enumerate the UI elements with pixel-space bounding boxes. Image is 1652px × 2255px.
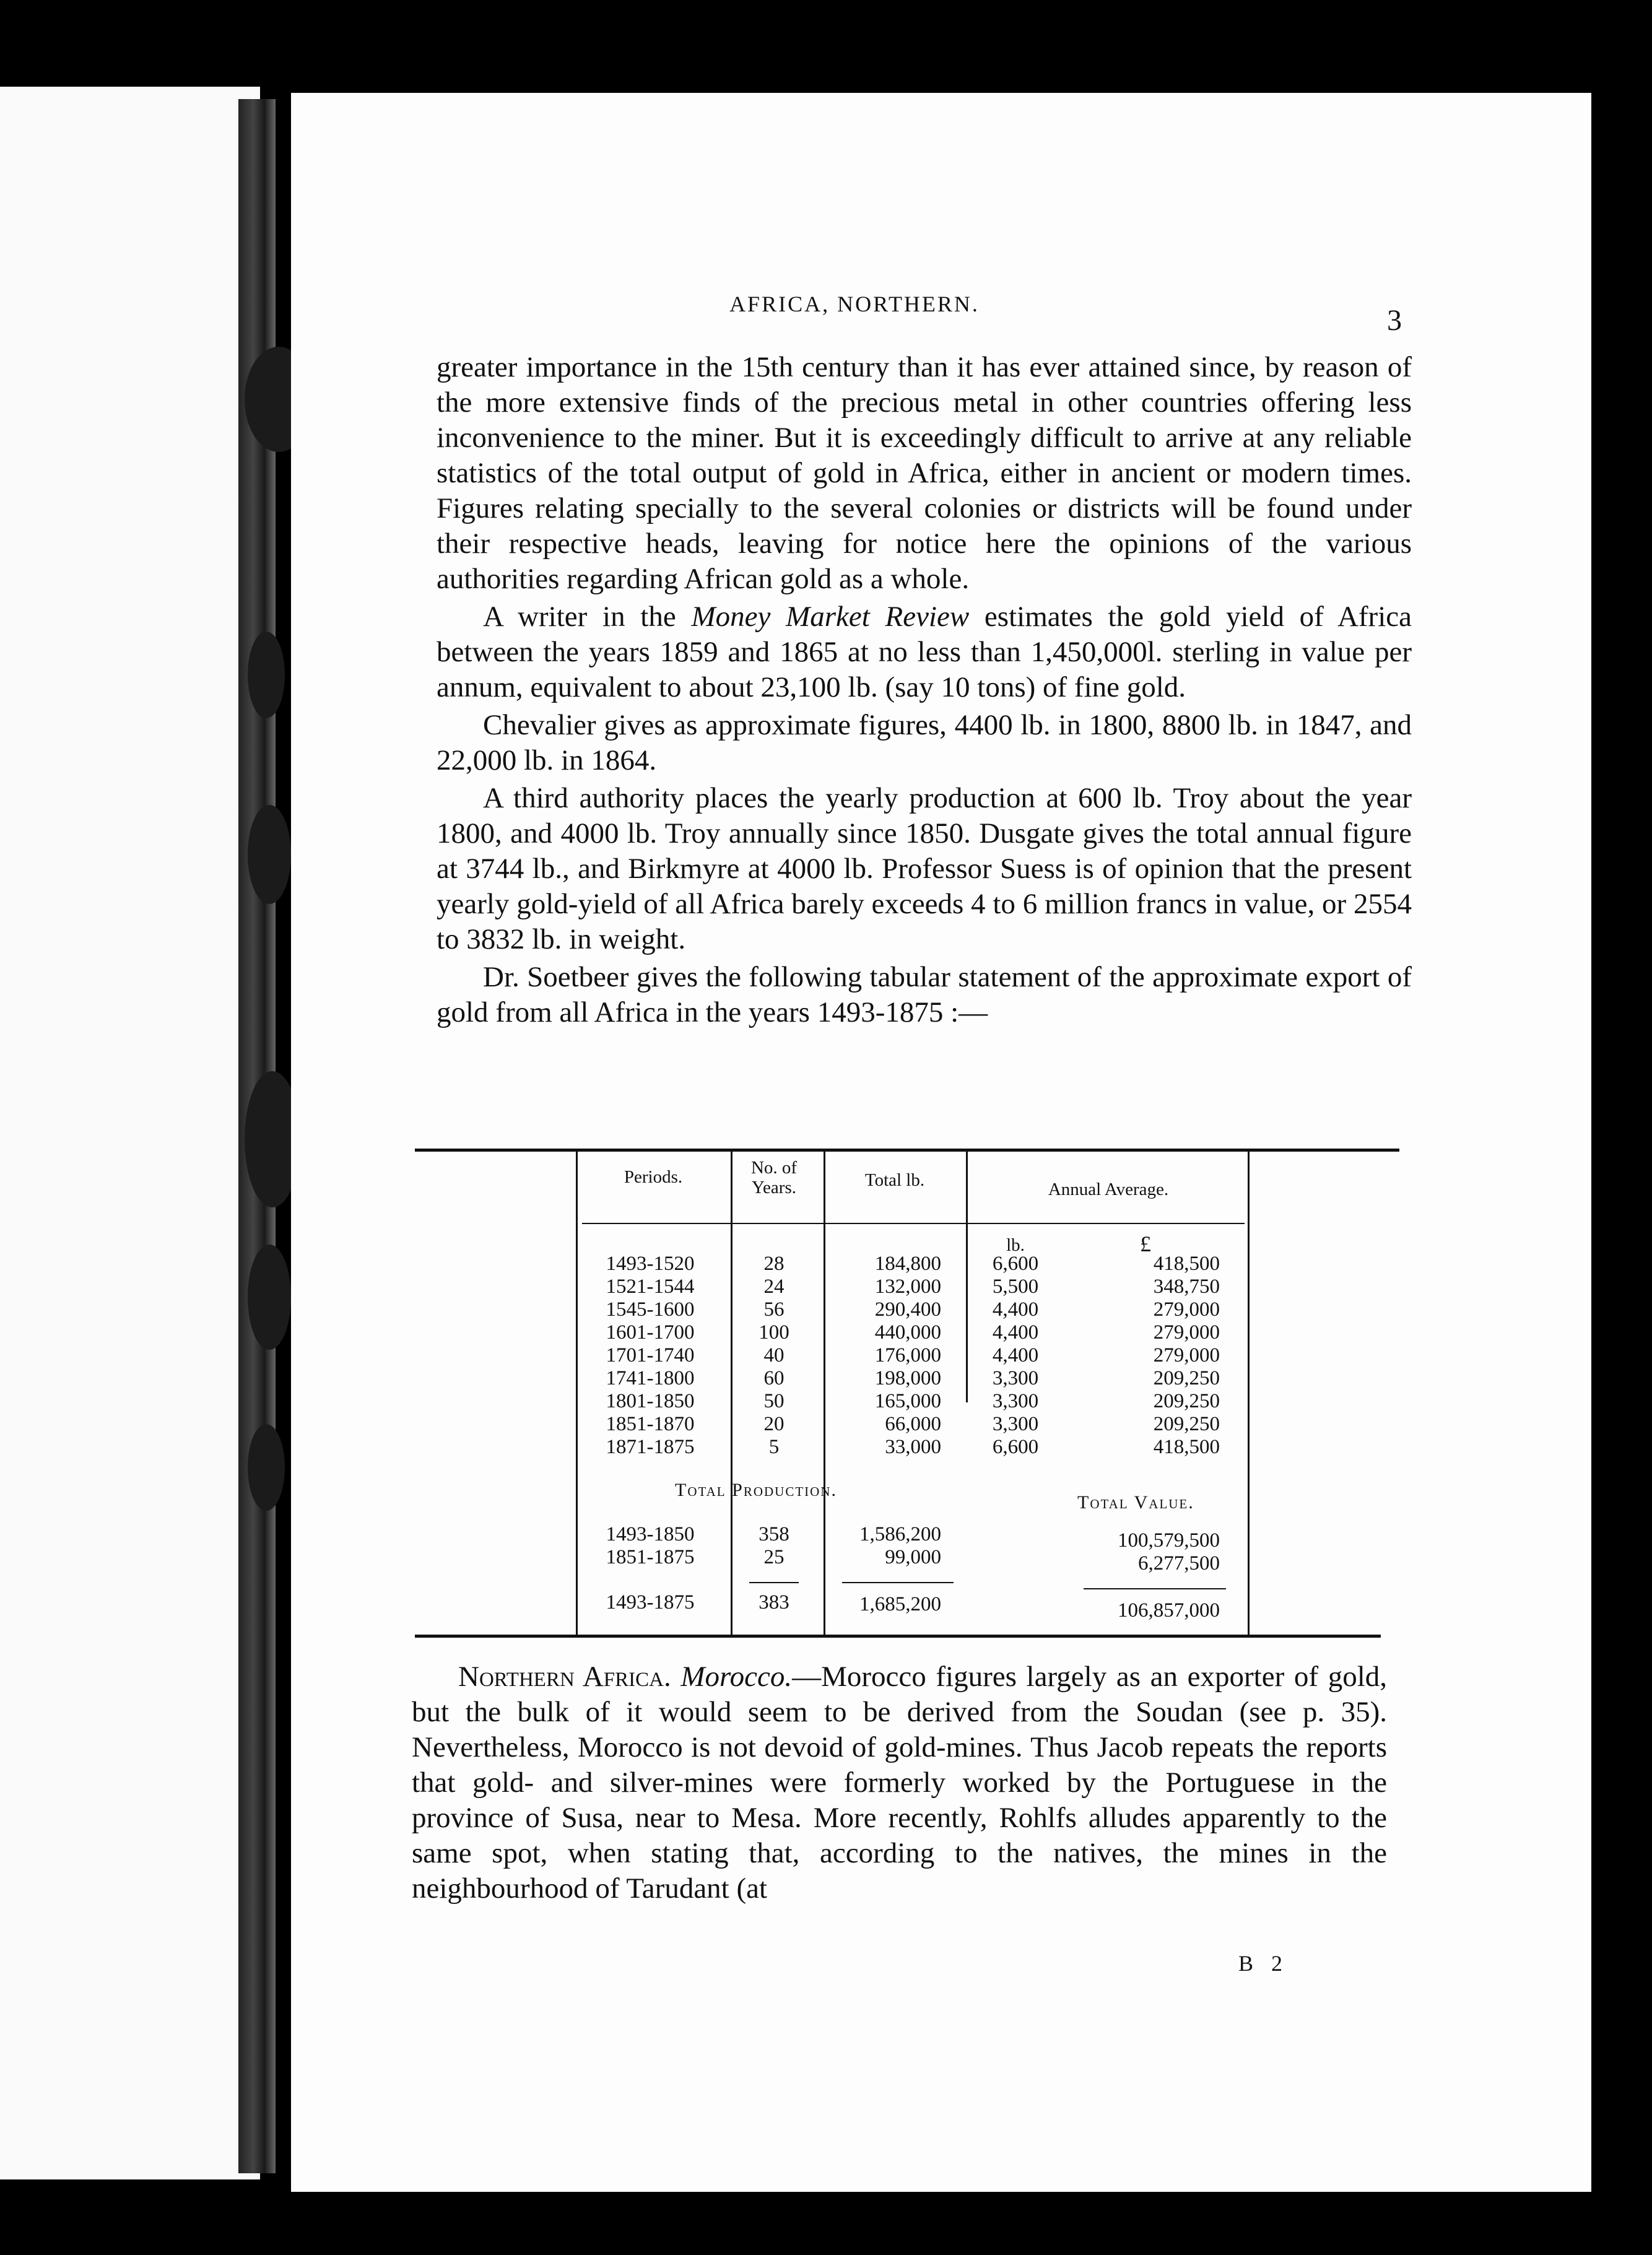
column-divider [731, 1149, 733, 1635]
page-number: 3 [1387, 304, 1402, 337]
table-cell: 28 [763, 1253, 785, 1275]
table-cell: 209,250 [1153, 1390, 1220, 1412]
periods-column [588, 1253, 712, 1459]
paragraph: Chevalier gives as approximate figures, 4400 lb. in 1800, 8800 lb. in 1847, and 22,000 lb. in 1864. [437, 709, 1412, 776]
table-bottom-rule [415, 1635, 1381, 1638]
table-cell: 418,500 [1153, 1436, 1220, 1458]
header-years: No. of Years. [750, 1158, 798, 1197]
table-cell: 1601-1700 [606, 1321, 695, 1344]
table-cell: 5 [768, 1436, 780, 1458]
table-cell: 3,300 [992, 1390, 1039, 1412]
section-heading: Northern Africa. [458, 1661, 671, 1693]
summary-totals-column [830, 1523, 941, 1569]
table-cell: 1493-1850 [606, 1523, 695, 1545]
section-subheading: Morocco. [680, 1661, 793, 1693]
table-cell: 132,000 [874, 1275, 941, 1298]
table-cell: 209,250 [1153, 1367, 1220, 1389]
total-value-label: Total Value. [1077, 1492, 1194, 1513]
table-cell: 358 [759, 1523, 789, 1545]
sum-rule [842, 1582, 954, 1583]
column-divider [1248, 1149, 1250, 1635]
total-production-label: Total Production. [675, 1480, 837, 1500]
totals-column [830, 1253, 941, 1459]
ink-blot [248, 1245, 291, 1350]
unit-lb: lb. [1006, 1235, 1025, 1255]
table-cell: 1851-1875 [606, 1546, 695, 1568]
table-cell: 4,400 [992, 1321, 1039, 1344]
summary-values-column [1077, 1529, 1220, 1575]
table-cell: 100 [759, 1321, 789, 1344]
header-total: Total lb. [864, 1170, 925, 1190]
table-cell: 279,000 [1153, 1321, 1220, 1344]
gold-export-table [570, 1149, 1251, 1635]
years-column [737, 1253, 811, 1459]
avg-value-column [1077, 1253, 1220, 1459]
table-cell: 209,250 [1153, 1413, 1220, 1435]
paragraph: A third authority places the yearly production at 600 lb. Troy about the year 1800, and 4000 lb. Troy annually since 1850. Dusgate gives the total annual figure at 3744 lb., and Birkmyre at 4000 lb. Professor Suess is of opinion that the present yearly gold-yield of all Africa barely exceeds 4 to 6 million francs in value, or 2554 to 3832 lb. in weight. [437, 782, 1412, 955]
facing-page-edge [0, 87, 260, 2179]
table-cell: 290,400 [874, 1298, 941, 1321]
table-cell: 6,600 [992, 1253, 1039, 1275]
unit-pound: £ [1140, 1232, 1151, 1256]
table-cell: 1545-1600 [606, 1298, 695, 1321]
ink-blot [248, 1424, 285, 1511]
table-cell: 3,300 [992, 1413, 1039, 1435]
header-rule [582, 1223, 1245, 1224]
table-cell: 5,500 [992, 1275, 1039, 1298]
summary-years-column [737, 1523, 811, 1569]
table-cell: 20 [763, 1413, 785, 1435]
table-cell: 6,277,500 [1138, 1552, 1220, 1575]
table-cell: 6,600 [992, 1436, 1039, 1458]
table-cell: 56 [763, 1298, 785, 1321]
table-cell: 418,500 [1153, 1253, 1220, 1275]
header-annual-average: Annual Average. [1048, 1180, 1169, 1199]
signature-mark: B 2 [1238, 1951, 1289, 1976]
summary-periods-column [588, 1523, 712, 1569]
ink-blot [248, 632, 285, 718]
table-cell: 3,300 [992, 1367, 1039, 1389]
table-cell: 1871-1875 [606, 1436, 695, 1458]
table-cell: 4,400 [992, 1298, 1039, 1321]
table-cell: 50 [763, 1390, 785, 1412]
table-cell: 279,000 [1153, 1344, 1220, 1366]
table-cell: 198,000 [874, 1367, 941, 1389]
column-divider [576, 1149, 578, 1635]
northern-africa-section [412, 1659, 1387, 1906]
table-cell: 165,000 [874, 1390, 941, 1412]
table-cell: 279,000 [1153, 1298, 1220, 1321]
table-cell: 40 [763, 1344, 785, 1366]
table-cell: 348,750 [1153, 1275, 1220, 1298]
table-cell: 33,000 [885, 1436, 941, 1458]
table-cell: 25 [763, 1546, 785, 1568]
table-cell: 66,000 [885, 1413, 941, 1435]
column-divider [824, 1149, 825, 1635]
grand-total: 1,685,200 [859, 1593, 941, 1615]
running-title: AFRICA, NORTHERN. [729, 292, 980, 316]
header-periods: Periods. [624, 1167, 683, 1187]
grand-value: 106,857,000 [1118, 1599, 1220, 1622]
table-cell: 60 [763, 1367, 785, 1389]
table-cell: 1493-1520 [606, 1253, 695, 1275]
avg-lb-column [972, 1253, 1059, 1459]
table-cell: 440,000 [874, 1321, 941, 1344]
sum-rule [749, 1582, 799, 1583]
section-paragraph: Northern Africa. Morocco.—Morocco figures largely as an exporter of gold, but the bulk of it would seem to be derived from the Soudan (see p. 35). Nevertheless, Morocco is not devoid of gold-mines. Thus Jacob repeats the reports that gold- and silver-mines were formerly worked by the Portuguese in the province of Susa, near to Mesa. More recently, Rohlfs alludes apparently to the same spot, when stating that, according to the natives, the mines in the neighbourhood of Tarudant (at [412, 1661, 1388, 1905]
table-cell: 1,586,200 [859, 1523, 941, 1545]
grand-years: 383 [759, 1591, 789, 1614]
table-cell: 99,000 [885, 1546, 941, 1568]
table-cell: 1521-1544 [606, 1275, 695, 1298]
grand-period: 1493-1875 [606, 1591, 695, 1614]
table-cell: 1851-1870 [606, 1413, 695, 1435]
table-cell: 184,800 [874, 1253, 941, 1275]
ink-blot [248, 805, 291, 904]
table-cell: 1741-1800 [606, 1367, 695, 1389]
paragraph: A writer in the Money Market Review estimates the gold yield of Africa between the years 1859 and 1865 at no less than 1,450,000l. sterling in value per annum, equivalent to about 23,100 lb. (say 10 tons) of fine gold. [437, 601, 1412, 703]
table-cell: 176,000 [874, 1344, 941, 1366]
table-cell: 4,400 [992, 1344, 1039, 1366]
column-divider [966, 1149, 968, 1402]
sum-rule [1084, 1588, 1226, 1589]
table-cell: 24 [763, 1275, 785, 1298]
table-cell: 1701-1740 [606, 1344, 695, 1366]
paragraph: greater importance in the 15th century than it has ever attained since, by reason of the more extensive finds of the precious metal in other countries offering less inconvenience to the miner. But it is exceedingly difficult to arrive at any reliable statistics of the total output of gold in Africa, either in ancient or modern times. Figures relating specially to the several colonies or districts will be found under their respective heads, leaving for notice here the opinions of the various authorities regarding African gold as a whole. [437, 351, 1412, 595]
body-text [437, 350, 1412, 1033]
paragraph: Dr. Soetbeer gives the following tabular statement of the approximate export of gold from all Africa in the years 1493-1875 :— [437, 961, 1412, 1028]
table-cell: 100,579,500 [1118, 1529, 1220, 1552]
table-cell: 1801-1850 [606, 1390, 695, 1412]
